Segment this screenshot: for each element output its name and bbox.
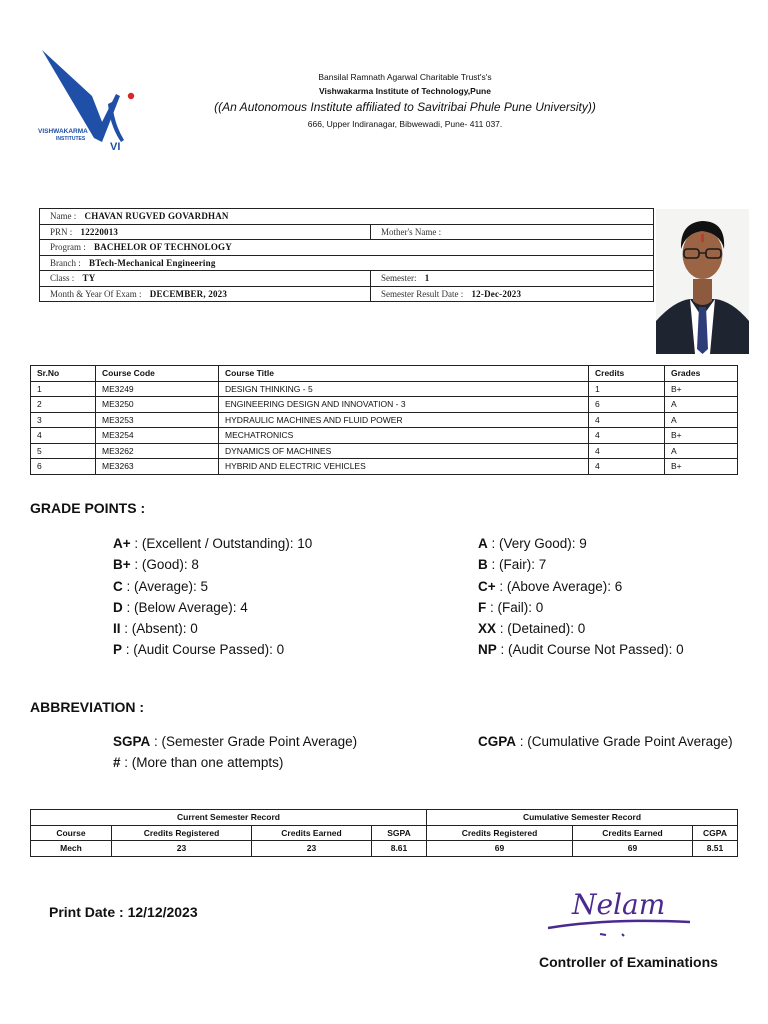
cell-grade: A bbox=[665, 412, 738, 428]
abbreviation-item bbox=[113, 731, 357, 752]
col-course: Course bbox=[31, 825, 112, 841]
grade-points-right bbox=[478, 533, 684, 661]
cell-credits: 4 bbox=[589, 428, 665, 444]
cell-course-title: DYNAMICS OF MACHINES bbox=[219, 443, 589, 459]
abbr-desc: : (Semester Grade Point Average) bbox=[150, 734, 358, 749]
class-cell bbox=[40, 271, 371, 287]
cell-grade: A bbox=[665, 443, 738, 459]
grade-point-item bbox=[113, 639, 312, 660]
current-semester-heading: Current Semester Record bbox=[31, 810, 427, 826]
cell-course-code: ME3250 bbox=[96, 397, 219, 413]
controller-of-examinations: Controller of Examinations bbox=[539, 954, 718, 970]
abbreviation-right bbox=[478, 731, 733, 752]
exam-label: Month & Year Of Exam : bbox=[50, 288, 142, 299]
courses-table bbox=[30, 365, 738, 475]
cell-course-title: MECHATRONICS bbox=[219, 428, 589, 444]
cell-grade: B+ bbox=[665, 428, 738, 444]
institute-name: Vishwakarma Institute of Technology,Pune bbox=[319, 86, 491, 96]
grade-desc: : (Detained): 0 bbox=[496, 621, 586, 637]
signature-text: Nelam bbox=[572, 888, 666, 921]
info-row-program bbox=[40, 240, 654, 256]
cell-course-code: ME3262 bbox=[96, 443, 219, 459]
prn-cell bbox=[40, 224, 371, 240]
grade-point-item bbox=[478, 639, 684, 660]
mother-cell bbox=[371, 224, 654, 240]
cell-credits: 4 bbox=[589, 459, 665, 475]
controller-signature bbox=[540, 878, 700, 942]
grade-desc: : (Excellent / Outstanding): 10 bbox=[130, 536, 313, 551]
program-value: BACHELOR OF TECHNOLOGY bbox=[94, 242, 232, 253]
class-value: TY bbox=[82, 273, 96, 284]
cumulative-semester-heading: Cumulative Semester Record bbox=[427, 810, 738, 826]
info-row-class bbox=[40, 271, 654, 287]
col-credits: Credits bbox=[589, 366, 665, 382]
cell-sr-no: 2 bbox=[31, 397, 96, 413]
col-credits-registered: Credits Registered bbox=[112, 825, 252, 841]
courses-header-row bbox=[31, 366, 738, 382]
col-sr-no: Sr.No bbox=[31, 366, 96, 382]
grade-desc: : (Audit Course Not Passed): 0 bbox=[496, 642, 684, 658]
abbreviation-left bbox=[113, 731, 357, 774]
cell-credits: 4 bbox=[589, 412, 665, 428]
cell-course-title: HYDRAULIC MACHINES AND FLUID POWER bbox=[219, 412, 589, 428]
grade-desc: : (Below Average): 4 bbox=[122, 599, 248, 615]
cell-course-title: ENGINEERING DESIGN AND INNOVATION - 3 bbox=[219, 397, 589, 413]
cell-credits-earned: 23 bbox=[252, 841, 372, 857]
grade-desc: : (Above Average): 6 bbox=[495, 578, 623, 594]
info-row-branch bbox=[40, 255, 654, 271]
col-cgpa: CGPA bbox=[693, 825, 738, 841]
branch-label: Branch : bbox=[50, 257, 81, 268]
grade-code: XX bbox=[478, 621, 497, 637]
grade-desc: : (Good): 8 bbox=[130, 557, 199, 573]
cell-sr-no: 5 bbox=[31, 443, 96, 459]
cell-sr-no: 1 bbox=[31, 381, 96, 397]
semester-record-table bbox=[30, 809, 738, 857]
grade-point-item bbox=[113, 618, 312, 639]
abbr-code: SGPA bbox=[113, 734, 151, 749]
abbreviation-item bbox=[113, 752, 357, 773]
cell-course-code: ME3253 bbox=[96, 412, 219, 428]
col-grades: Grades bbox=[665, 366, 738, 382]
result-date-value: 12-Dec-2023 bbox=[471, 288, 522, 299]
abbr-desc: : (More than one attempts) bbox=[120, 755, 284, 771]
grade-code: B bbox=[478, 557, 488, 573]
affiliation-line: ((An Autonomous Institute affiliated to Savitribai Phule Pune University)) bbox=[214, 100, 596, 114]
name-label: Name : bbox=[50, 211, 77, 222]
grade-point-item bbox=[478, 576, 684, 597]
grade-points-heading: GRADE POINTS : bbox=[30, 500, 146, 516]
abbr-desc: : (Cumulative Grade Point Average) bbox=[516, 734, 733, 749]
cell-course: Mech bbox=[31, 841, 112, 857]
abbreviation-heading: ABBREVIATION : bbox=[30, 699, 145, 715]
grade-point-item bbox=[113, 533, 312, 554]
cell-course-title: DESIGN THINKING - 5 bbox=[219, 381, 589, 397]
table-row bbox=[31, 428, 738, 444]
grade-code: C bbox=[113, 578, 123, 594]
abbr-code: # bbox=[113, 755, 121, 771]
grade-desc: : (Fair): 7 bbox=[487, 557, 547, 573]
prn-value: 12220013 bbox=[80, 226, 119, 237]
col-cum-credits-earned: Credits Earned bbox=[573, 825, 693, 841]
grade-point-item bbox=[113, 576, 312, 597]
result-date-cell bbox=[371, 286, 654, 302]
grade-point-item bbox=[113, 554, 312, 575]
logo-text-vi: VI bbox=[110, 141, 121, 152]
col-sgpa: SGPA bbox=[372, 825, 427, 841]
program-cell bbox=[40, 240, 654, 256]
student-photo bbox=[656, 209, 749, 354]
table-row bbox=[31, 459, 738, 475]
grade-point-item bbox=[478, 554, 684, 575]
semester-label: Semester: bbox=[381, 273, 417, 284]
table-row bbox=[31, 381, 738, 397]
cell-cum-credits-earned: 69 bbox=[573, 841, 693, 857]
exam-cell bbox=[40, 286, 371, 302]
result-date-label: Semester Result Date : bbox=[381, 288, 464, 299]
institute-address: 666, Upper Indiranagar, Bibwewadi, Pune- 411 037. bbox=[307, 119, 503, 129]
cell-sgpa: 8.61 bbox=[372, 841, 427, 857]
cell-grade: B+ bbox=[665, 381, 738, 397]
grade-point-item bbox=[478, 597, 684, 618]
grade-point-item bbox=[478, 618, 684, 639]
cell-sr-no: 6 bbox=[31, 459, 96, 475]
grade-desc: : (Audit Course Passed): 0 bbox=[122, 642, 285, 658]
abbreviation-item bbox=[478, 731, 733, 752]
cell-course-code: ME3263 bbox=[96, 459, 219, 475]
cell-sr-no: 3 bbox=[31, 412, 96, 428]
cell-credits-registered: 23 bbox=[112, 841, 252, 857]
trust-name: Bansilal Ramnath Agarwal Charitable Trust's's bbox=[318, 72, 492, 82]
semester-cell bbox=[371, 271, 654, 287]
cell-course-code: ME3254 bbox=[96, 428, 219, 444]
grade-desc: : (Absent): 0 bbox=[120, 621, 198, 637]
prn-label: PRN : bbox=[50, 226, 73, 237]
print-date: Print Date : 12/12/2023 bbox=[49, 904, 198, 920]
info-row-exam bbox=[40, 286, 654, 302]
col-course-title: Course Title bbox=[219, 366, 589, 382]
name-cell bbox=[40, 209, 654, 225]
student-info-table bbox=[39, 208, 654, 302]
cell-cgpa: 8.51 bbox=[693, 841, 738, 857]
col-cum-credits-registered: Credits Registered bbox=[427, 825, 573, 841]
table-row bbox=[31, 841, 738, 857]
cell-credits: 6 bbox=[589, 397, 665, 413]
institute-logo bbox=[36, 44, 142, 152]
grade-code: A+ bbox=[113, 536, 131, 551]
cell-credits: 1 bbox=[589, 381, 665, 397]
table-row bbox=[31, 397, 738, 413]
grade-points-left bbox=[113, 533, 312, 661]
record-group-row bbox=[31, 810, 738, 826]
cell-grade: A bbox=[665, 397, 738, 413]
grade-desc: : (Fail): 0 bbox=[486, 599, 544, 615]
grade-code: B+ bbox=[113, 557, 131, 573]
logo-text-vishwakarma: VISHWAKARMA bbox=[38, 128, 88, 135]
abbr-code: CGPA bbox=[478, 734, 517, 749]
cell-grade: B+ bbox=[665, 459, 738, 475]
grade-code: D bbox=[113, 599, 123, 615]
cell-course-code: ME3249 bbox=[96, 381, 219, 397]
table-row bbox=[31, 412, 738, 428]
cell-sr-no: 4 bbox=[31, 428, 96, 444]
grade-code: II bbox=[113, 621, 121, 637]
grade-point-item bbox=[113, 597, 312, 618]
mother-label: Mother's Name : bbox=[381, 226, 442, 237]
grade-desc: : (Average): 5 bbox=[122, 578, 209, 594]
program-label: Program : bbox=[50, 242, 86, 253]
logo-text-institutes: INSTITUTES bbox=[56, 136, 86, 142]
grade-point-item bbox=[478, 533, 684, 554]
col-course-code: Course Code bbox=[96, 366, 219, 382]
col-credits-earned: Credits Earned bbox=[252, 825, 372, 841]
record-header-row bbox=[31, 825, 738, 841]
branch-cell bbox=[40, 255, 654, 271]
grade-code: P bbox=[113, 642, 123, 658]
class-label: Class : bbox=[50, 273, 75, 284]
grade-desc: : (Very Good): 9 bbox=[487, 536, 587, 551]
table-row bbox=[31, 443, 738, 459]
grade-code: A bbox=[478, 536, 488, 551]
exam-value: DECEMBER, 2023 bbox=[149, 288, 228, 299]
grade-code: F bbox=[478, 599, 487, 615]
grade-code: NP bbox=[478, 642, 497, 658]
branch-value: BTech-Mechanical Engineering bbox=[89, 257, 216, 268]
cell-cum-credits-registered: 69 bbox=[427, 841, 573, 857]
grade-code: C+ bbox=[478, 578, 496, 594]
semester-value: 1 bbox=[424, 273, 430, 284]
info-row-prn bbox=[40, 224, 654, 240]
info-row-name bbox=[40, 209, 654, 225]
cell-credits: 4 bbox=[589, 443, 665, 459]
cell-course-title: HYBRID AND ELECTRIC VEHICLES bbox=[219, 459, 589, 475]
student-name: CHAVAN RUGVED GOVARDHAN bbox=[84, 211, 229, 222]
